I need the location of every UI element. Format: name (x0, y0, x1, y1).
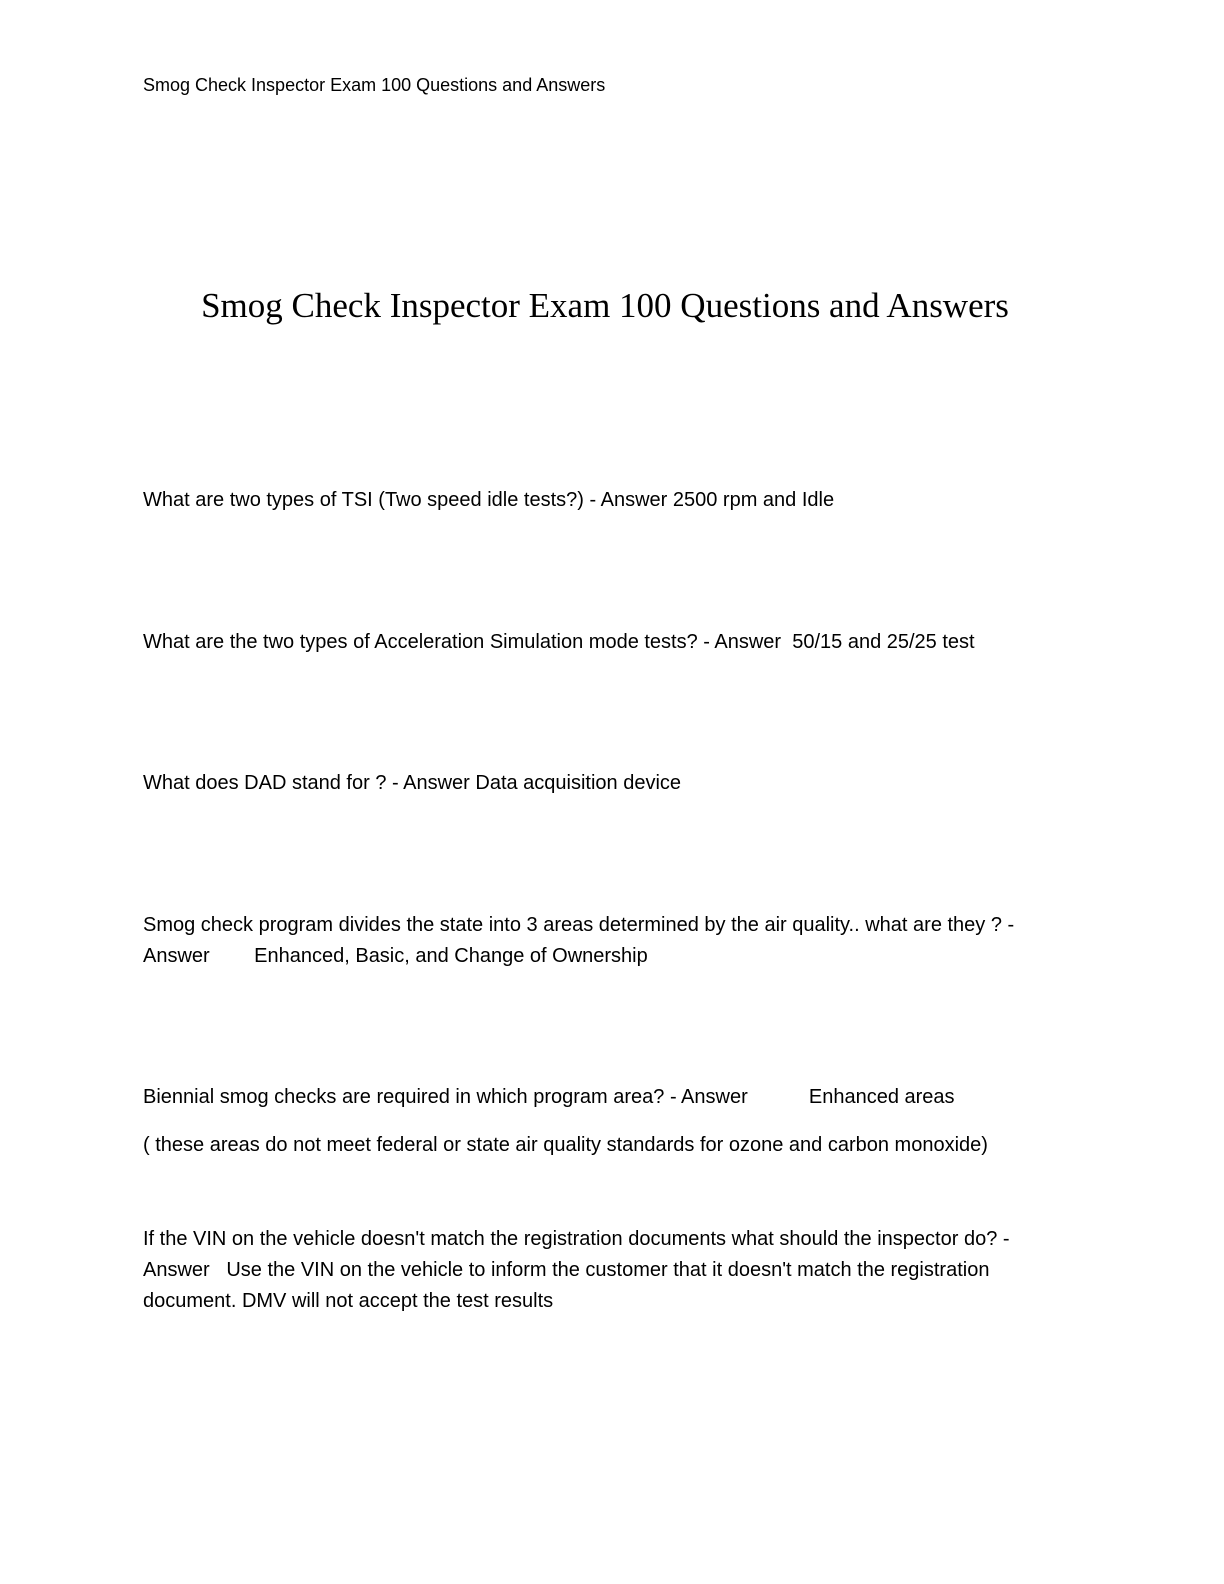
qa-item-2 (143, 627, 1078, 658)
answer-text: 2500 rpm and Idle (672, 489, 835, 511)
question-text: Biennial smog checks are required in which program area? (143, 1086, 665, 1108)
qa-item-5-note: ( these areas do not meet federal or state air quality standards for ozone and carbon monoxide) (143, 1134, 988, 1156)
answer-separator: - Answer (143, 1228, 1014, 1281)
answer-separator: - Answer (664, 1086, 809, 1108)
question-text: If the VIN on the vehicle doesn't match the registration documents what should the inspector do? (143, 1228, 998, 1250)
answer-text: 50/15 and 25/25 test (792, 631, 975, 653)
qa-item-4 (143, 910, 1078, 972)
qa-item-5 (143, 1082, 1078, 1113)
running-header: Smog Check Inspector Exam 100 Questions and Answers (143, 75, 606, 95)
question-text: What does DAD stand for ? (143, 772, 387, 794)
answer-text: Use the VIN on the vehicle to inform the customer that it doesn't match the registration document. DMV will not accept the test results (143, 1259, 996, 1312)
question-text: What are two types of TSI (Two speed idle tests?) (143, 489, 584, 511)
qa-item-1 (143, 485, 1078, 516)
answer-text: Enhanced areas (808, 1086, 955, 1108)
answer-separator: - Answer (386, 772, 476, 794)
answer-separator: - Answer (697, 631, 793, 653)
question-text: Smog check program divides the state into 3 areas determined by the air quality.. what are they ? (143, 914, 1002, 936)
qa-item-3 (143, 768, 1078, 799)
answer-text: Enhanced, Basic, and Change of Ownership (254, 945, 648, 967)
question-text: What are the two types of Acceleration Simulation mode tests? (143, 631, 698, 653)
qa-item-6 (143, 1224, 1078, 1317)
answer-text: Data acquisition device (475, 772, 682, 794)
answer-separator: - Answer (143, 914, 1019, 967)
document-title: Smog Check Inspector Exam 100 Questions and Answers (201, 286, 1009, 325)
answer-separator: - Answer (583, 489, 673, 511)
